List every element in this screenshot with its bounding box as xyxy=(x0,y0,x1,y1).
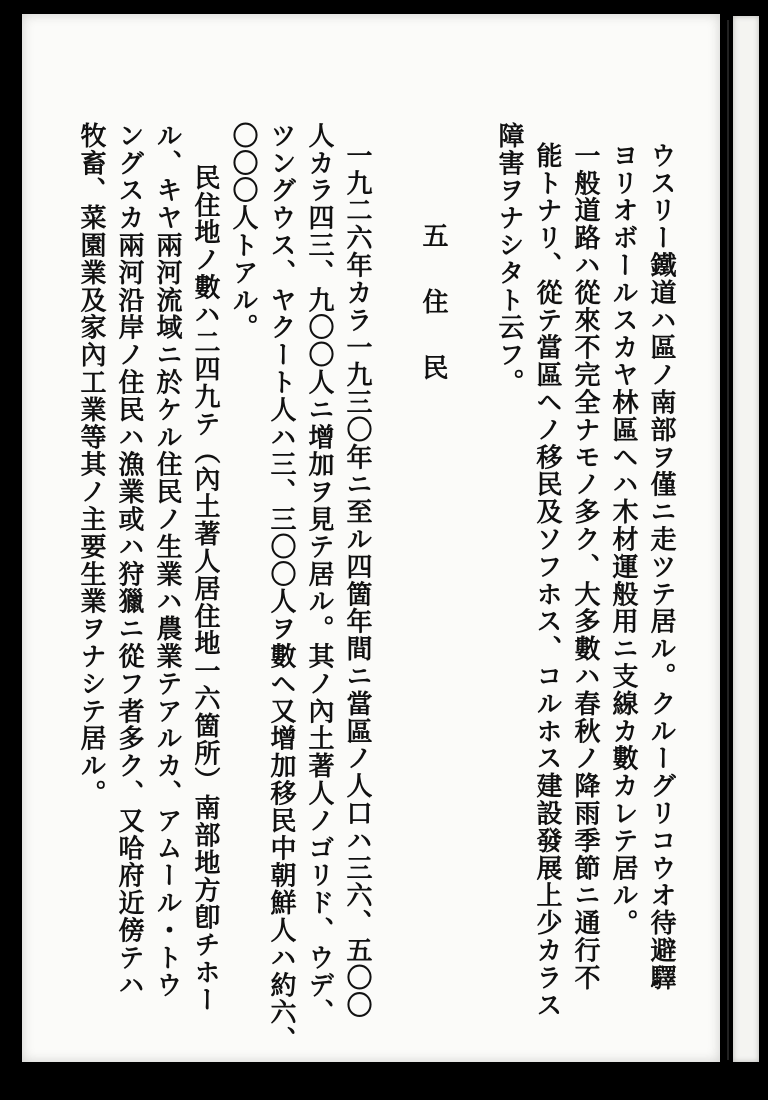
text-column-13: 民住地ノ數ハ二四九テ（內土著人居住地一六箇所）南部地方卽チホー xyxy=(190,164,220,1014)
text-column-10: 人カラ四三、九〇〇人ニ增加ヲ見テ居ル。其ノ內土著人ノゴリド、ウデ、 xyxy=(304,122,334,1027)
text-column-2: ヨリオボールスカヤ林區ヘハ木材運般用ニ支線カ數カレテ居ル。 xyxy=(608,142,638,937)
text-column-15: ングスカ兩河沿岸ノ住民ハ漁業或ハ狩獵ニ從フ者多ク、又哈府近傍テハ xyxy=(114,122,144,999)
text-column-4: 能トナリ、從テ當區ヘノ移民及ソフホス、コルホス建設發展上少カラス xyxy=(532,142,562,1019)
text-column-11: ツングウス、ヤクート人ハ三、三〇〇人ヲ數ヘ又增加移民中朝鮮人ハ約六、 xyxy=(266,122,296,1054)
text-column-1: ウスリー鐵道ハ區ノ南部ヲ僅ニ走ツテ居ル。クルーグリコウオ待避驛 xyxy=(646,142,676,992)
section-heading: 五住民 xyxy=(418,222,448,420)
text-column-5: 障害ヲナシタト云フ。 xyxy=(494,122,524,396)
text-column-3: 一般道路ハ從來不完全ナモノ多ク、大多數ハ春秋ノ降雨季節ニ通行不 xyxy=(570,142,600,992)
text-column-14: ル、キヤ兩河流域ニ於ケル住民ノ生業ハ農業テアルカ、アムール・トウ xyxy=(152,122,182,999)
scanned-page xyxy=(22,14,720,1062)
text-column-9: 一九二六年カラ一九三〇年ニ至ル四箇年間ニ當區ノ人口ハ三六、五〇〇 xyxy=(342,142,372,1019)
text-column-12: 〇〇〇人トアル。 xyxy=(228,122,258,342)
next-page-edge xyxy=(733,16,759,1062)
text-column-16: 牧畜、菜園業及家內工業等其ノ主要生業ヲナシテ居ル。 xyxy=(76,122,106,807)
gutter-line xyxy=(727,20,729,1060)
